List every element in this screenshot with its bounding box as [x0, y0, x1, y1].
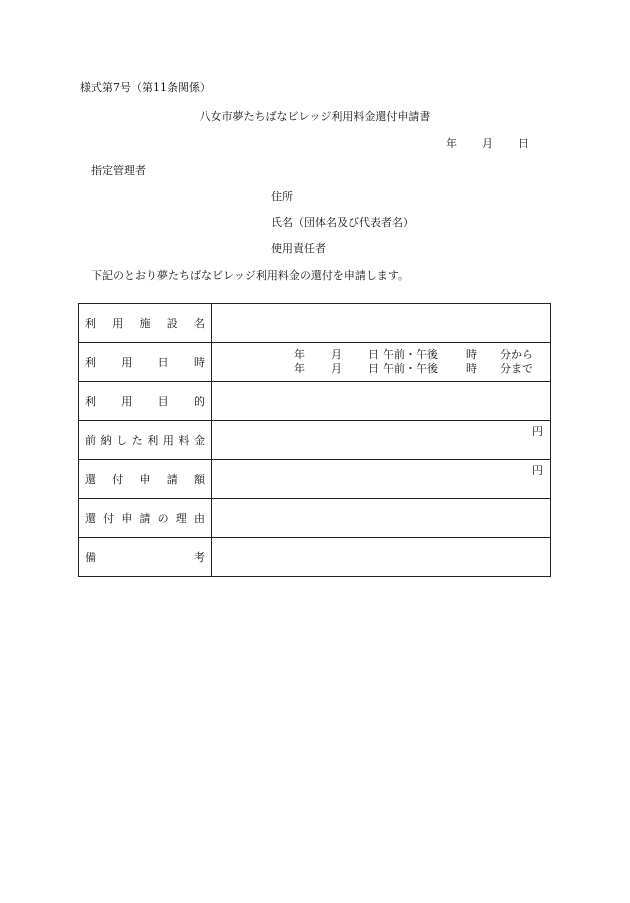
hour-label: 時 — [466, 348, 477, 361]
table-row — [79, 538, 551, 577]
application-table — [78, 303, 551, 577]
yen-unit: 円 — [532, 425, 543, 438]
label-char: 理 — [175, 512, 187, 525]
label-char: 的 — [193, 395, 205, 408]
label-char: 名 — [194, 317, 205, 330]
refund-reason-label — [79, 499, 212, 538]
usage-purpose-label — [79, 382, 212, 421]
label-char: 前 — [85, 434, 96, 447]
label-char: 設 — [166, 317, 178, 330]
year-label: 年 — [294, 348, 305, 361]
month-label: 月 — [331, 362, 342, 375]
usage-purpose-field[interactable] — [212, 382, 551, 421]
table-row — [79, 382, 551, 421]
remarks-label — [79, 538, 212, 577]
label-char: 用 — [112, 317, 124, 330]
table-row — [79, 304, 551, 343]
responsible-person-label: 使用責任者 — [271, 242, 326, 255]
label-char: の — [157, 512, 169, 525]
day-label: 日 — [368, 348, 379, 361]
label-char: 料 — [178, 434, 190, 447]
label-char: 納 — [100, 434, 112, 447]
label-char: 利 — [85, 395, 96, 408]
application-date — [446, 137, 529, 151]
label-char: 由 — [193, 512, 205, 525]
label-char: 請 — [166, 473, 178, 486]
date-year-label: 年 — [446, 137, 457, 150]
label-char: 付 — [112, 473, 124, 486]
month-label: 月 — [331, 348, 342, 361]
label-char: 施 — [139, 317, 151, 330]
usage-datetime-field[interactable] — [212, 343, 551, 382]
form-number: 様式第7号（第11条関係） — [80, 81, 211, 94]
label-char: 利 — [147, 434, 159, 447]
label-char: 申 — [139, 473, 151, 486]
prepaid-fee-field[interactable] — [212, 421, 551, 460]
label-char: 額 — [194, 473, 205, 486]
name-label: 氏名（団体名及び代表者名） — [271, 216, 414, 229]
label-char: 用 — [121, 356, 133, 369]
document-title: 八女市夢たちばなビレッジ利用料金還付申請書 — [199, 110, 431, 123]
label-char: 用 — [121, 395, 133, 408]
label-char: 日 — [157, 356, 169, 369]
application-statement: 下記のとおり夢たちばなビレッジ利用料金の還付を申請します。 — [91, 269, 410, 282]
usage-datetime-label — [79, 343, 212, 382]
minute-from-label: 分から — [500, 348, 533, 361]
label-char: 目 — [157, 395, 169, 408]
label-char: 利 — [85, 317, 96, 330]
label-char: 還 — [85, 473, 96, 486]
year-label: 年 — [294, 362, 305, 375]
recipient: 指定管理者 — [91, 164, 146, 177]
day-label: 日 — [368, 362, 379, 375]
hour-label: 時 — [466, 362, 477, 375]
table-row — [79, 421, 551, 460]
label-char: 還 — [85, 512, 96, 525]
table-row — [79, 343, 551, 382]
refund-amount-label — [79, 460, 212, 499]
label-char: 備 — [85, 551, 96, 564]
prepaid-fee-label — [79, 421, 212, 460]
ampm-label: 午前・午後 — [383, 362, 438, 375]
table-row — [79, 460, 551, 499]
table-row — [79, 499, 551, 538]
date-month-label: 月 — [482, 137, 493, 150]
facility-name-label — [79, 304, 212, 343]
label-char: た — [131, 434, 143, 447]
label-char: 金 — [193, 434, 205, 447]
refund-reason-field[interactable] — [212, 499, 551, 538]
remarks-field[interactable] — [212, 538, 551, 577]
label-char: 申 — [121, 512, 133, 525]
end-datetime-line — [212, 362, 550, 376]
ampm-label: 午前・午後 — [383, 348, 438, 361]
refund-amount-field[interactable] — [212, 460, 551, 499]
label-char: 請 — [139, 512, 151, 525]
address-label: 住所 — [271, 190, 293, 203]
label-char: し — [116, 434, 128, 447]
label-char: 利 — [85, 356, 96, 369]
date-day-label: 日 — [518, 137, 529, 150]
minute-to-label: 分まで — [500, 362, 533, 375]
label-char: 時 — [193, 356, 205, 369]
start-datetime-line — [212, 348, 550, 362]
label-char: 付 — [103, 512, 115, 525]
yen-unit: 円 — [532, 464, 543, 477]
label-char: 考 — [194, 551, 205, 564]
facility-name-field[interactable] — [212, 304, 551, 343]
label-char: 用 — [162, 434, 174, 447]
